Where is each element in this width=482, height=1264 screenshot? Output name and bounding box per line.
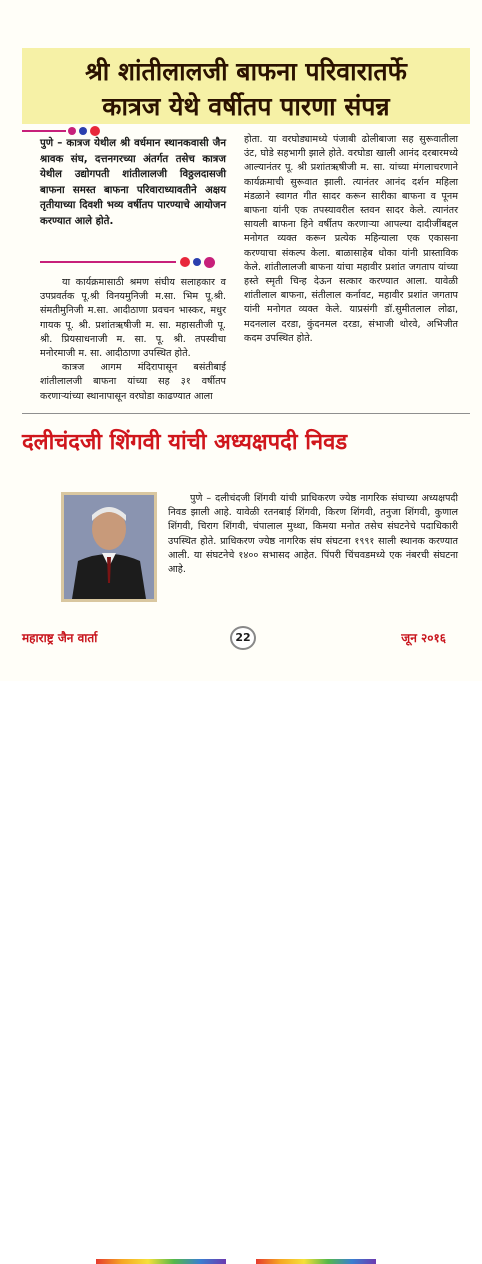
- page-number: 22: [230, 626, 256, 650]
- portrait-figure-icon: [64, 495, 154, 599]
- article1-column-left-body: [40, 276, 226, 404]
- article1-column-right: [244, 133, 458, 346]
- article1-paragraph-continued: होता. या वरघोड्यामध्ये पंजाबी ढोलीबाजा सह सुरूवातीला उंट, घोडे सहभागी झाले होते. वरघोडा खाली आनंद दरबारमध्ये आल्यानंतर पू. श्री प्रशांतऋषीजी म. सा. यांच्या मंगलाचरणाने कार्यक्रमाची सुरूवात झाली. त्यानंतर आनंद दर्शन महिला मंडळाने स्वागत गीत सादर करून सारीका बाफना व पूनम बाफना यांनी एक तपस्यावरील स्तवन सादर केले. त्यानंतर सायली बाफना हिने वर्षीतप करणाऱ्या आपल्या दादीजींबद्दल मनोगत व्यक्त करून प्रत्येक महिन्याला एक एकासना करण्याचा संकल्प केला. बाळासाहेब धोका यांनी प्रास्ताविक केले. शांतीलालजी बाफना यांचा महावीर प्रशांत जगताप यांच्या हस्ते स्मृती चिन्ह देऊन सत्कार करण्यात आला. यावेळी शांतीलाल बाफना, संतीलाल कर्नावट, महावीर प्रशांत जगताप यांनी मनोगत व्यक्त केले. याप्रसंगी डॉ.सुमीतलाल लोढा, मदनलाल दरडा, कुंदनमल दरडा, संभाजी थोरवे, अभिजीत कदम उपस्थित होते.: [244, 134, 458, 344]
- issue-date: जून २०१६: [401, 631, 446, 645]
- dot-ornament-middle: [40, 256, 226, 268]
- section-divider: [22, 413, 470, 414]
- article1-column-left: [40, 136, 226, 229]
- article2-body-block: [168, 492, 458, 577]
- article2-body: पुणे – दलीचंदजी शिंगवी यांची प्राधिकरण ज्येष्ठ नागरिक संघाच्या अध्यक्षपदी निवड झाली आहे. यावेळी रतनबाई शिंगवी, किरण शिंगवी, तनुजा शिंगवी, कुणाल शिंगवी, चिराग शिंगवी, चंपालाल मुथ्था, किमया मनोत तसेच संघटनेचे पदाधिकारी उपस्थित होते. प्राधिकरण ज्येष्ठ नागरिक संघ संघटना १९९१ साली स्थानक करण्यात आली. या संघटनेचे १४०० सभासद आहेत. पिंपरी चिंचवडमध्ये एक नंबरची संघटना आहे.: [168, 493, 458, 576]
- publication-name: महाराष्ट्र जैन वार्ता: [22, 631, 98, 645]
- headline-banner: [22, 48, 470, 124]
- article1-lead: पुणे – कात्रज येथील श्री वर्धमान स्थानकवासी जैन श्रावक संघ, दत्तनगरच्या अंतर्गत तसेच कात्रज येथील उद्योगपती शांतीलालजी विठ्ठलदासजी बाफना समस्त बाफना परिवाराध्यावतीने अक्षय तृतीयाच्या दिवशी भव्य वर्षीतप पारण्याचे आयोजन करण्यात आले होते.: [40, 138, 226, 227]
- portrait-photo: [61, 492, 157, 602]
- article1-paragraph-2: कात्रज आगम मंदिरापासून बसंतीबाई शांतीलालजी बाफना यांच्या सह ३१ वर्षीतप करणाऱ्यांच्या स्थानापासून वरघोडा काढण्यात आला: [40, 362, 226, 402]
- headline-line-2: कात्रज येथे वर्षीतप पारणा संपन्न: [102, 92, 390, 121]
- headline-line-1: श्री शांतीलालजी बाफना परिवारातर्फे: [85, 57, 407, 86]
- article2-title: दलीचंदजी शिंगवी यांची अध्यक्षपदी निवड: [22, 430, 348, 455]
- article1-paragraph-1: या कार्यक्रमासाठी श्रमण संघीय सलाहकार व उपप्रवर्तक पू.श्री विनयमुनिजी म.सा. भिम पू.श्री. संमतीमुनिजी म.सा. आदीठाणा प्रवचन भास्कर, मधुर गायक पू. श्री. प्रशांतऋषीजी म. सा. महासतीजी पू. श्री. प्रियसाधनाजी म. सा. पू. श्री. तपस्वीचा मनोरमाजी म. सा. आदीठाणा उपस्थित होते.: [40, 277, 226, 360]
